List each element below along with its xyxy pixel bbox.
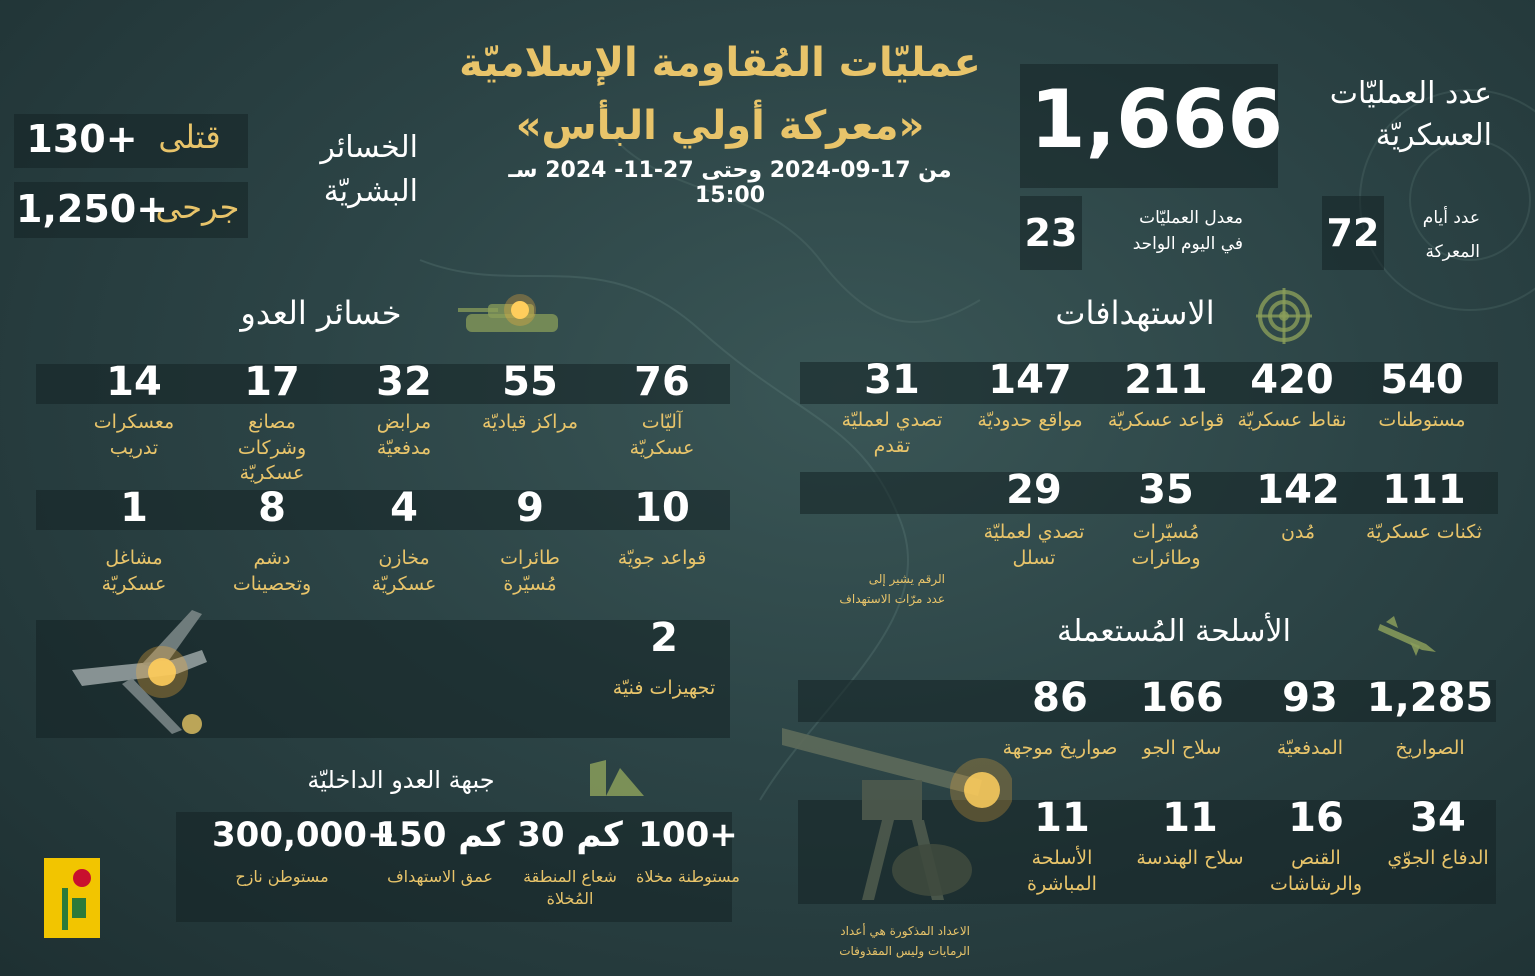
enemy-stat-label: مصانع وشركات عسكريّة [237, 411, 307, 485]
missile-icon [1376, 614, 1440, 658]
home-stat-value: 300,000+ [212, 815, 396, 855]
target-stat-value: 31 [864, 357, 920, 403]
home-stat-value: 100+ [638, 815, 738, 855]
launcher-icon [782, 720, 1012, 910]
wounded-label: جرحى [155, 188, 240, 226]
weapon-stat-value: 166 [1140, 675, 1224, 721]
target-stat-label: تصدي لعمليّة تسلل [983, 521, 1085, 569]
home-front-header: جبهة العدو الداخليّة [307, 766, 495, 794]
drone-icon [52, 600, 232, 740]
target-stat-label: مواقع حدوديّة [977, 409, 1083, 431]
enemy-stat-value: 10 [634, 485, 690, 531]
enemy-stat-value: 8 [258, 485, 286, 531]
date-range: من 17-09-2024 وحتى 27-11- 2024 سـ 15:00 [508, 158, 952, 208]
enemy-stat-label: معسكرات تدريب [93, 411, 175, 459]
page-subtitle: «معركة أولي البأس» [515, 103, 925, 149]
targets-header: الاستهدافات [1055, 294, 1215, 332]
enemy-stat-label: دشم وتحصينات [232, 547, 312, 595]
killed-value: 130+ [26, 117, 138, 161]
target-stat-value: 35 [1138, 467, 1194, 513]
home-stat-label: عمق الاستهداف [387, 867, 493, 886]
target-stat-label: مستوطنات [1378, 409, 1466, 431]
enemy-stat-label: مراكز قياديّة [481, 411, 579, 433]
wounded-value: 1,250+ [16, 187, 169, 231]
weapon-stat-value: 93 [1282, 675, 1338, 721]
target-stat-value: 147 [988, 357, 1072, 403]
weapon-stat-label: الدفاع الجوّي [1387, 847, 1489, 869]
targets-note-1: الرقم يشير إلى [868, 572, 945, 586]
days-label-2: المعركة [1425, 242, 1480, 262]
enemy-stat-value: 32 [376, 359, 432, 405]
target-stat-value: 111 [1382, 467, 1466, 513]
total-ops-value: 1,666 [1030, 73, 1284, 166]
weapon-stat-value: 11 [1162, 795, 1218, 841]
total-ops-label-1: عدد العمليّات [1329, 76, 1492, 111]
days-value: 72 [1326, 211, 1380, 255]
weapon-stat-value: 11 [1034, 795, 1090, 841]
enemy-stat-value: 17 [244, 359, 300, 405]
targets-note-2: عدد مرّات الاستهداف [839, 592, 945, 606]
weapon-stat-value: 34 [1410, 795, 1466, 841]
enemy-stat-value: 2 [650, 615, 678, 661]
enemy-stat-value: 1 [120, 485, 148, 531]
target-stat-value: 211 [1124, 357, 1208, 403]
home-stat-value: 30 كم [517, 815, 623, 855]
target-stat-label: مُسيّرات وطائرات [1131, 521, 1201, 569]
enemy-stat-label: مخازن عسكريّة [371, 547, 437, 595]
page-title: عمليّات المُقاومة الإسلاميّة [459, 40, 981, 86]
enemy-stat-value: 55 [502, 359, 558, 405]
logo-icon [44, 858, 100, 938]
weapon-stat-label: الأسلحة المباشرة [1027, 847, 1097, 895]
human-losses-label-1: الخسائر [320, 130, 418, 165]
weapon-stat-label: سلاح الجو [1142, 737, 1222, 759]
target-icon [1256, 288, 1312, 344]
enemy-stat-value: 4 [390, 485, 418, 531]
enemy-stat-label: مشاغل عسكريّة [101, 547, 167, 595]
building-icon [580, 758, 646, 798]
weapons-note-2: الرمايات وليس المقذوفات [839, 944, 970, 958]
total-ops-label-2: العسكريّة [1375, 118, 1492, 153]
killed-label: قتلى [158, 118, 221, 156]
target-stat-value: 29 [1006, 467, 1062, 513]
weapon-stat-value: 16 [1288, 795, 1344, 841]
weapons-header: الأسلحة المُستعملة [1057, 614, 1291, 649]
target-stat-label: قواعد عسكريّة [1107, 409, 1225, 431]
home-stat-label: مستوطنة مخلاة [636, 867, 740, 886]
target-stat-value: 540 [1380, 357, 1464, 403]
daily-avg-label-2: في اليوم الواحد [1132, 234, 1243, 254]
weapon-stat-label: صواريخ موجهة [1002, 737, 1118, 759]
weapon-stat-label: الصواريخ [1395, 737, 1465, 759]
daily-avg-value: 23 [1024, 211, 1078, 255]
enemy-stat-label: آليّات عسكريّة [629, 411, 695, 459]
weapon-stat-value: 86 [1032, 675, 1088, 721]
home-stat-value: 150 كم [375, 815, 505, 855]
weapon-stat-label: القنص والرشاشات [1269, 847, 1363, 895]
enemy-stat-value: 9 [516, 485, 544, 531]
home-stat-label: شعاع المنطقة المُخلاة [523, 867, 617, 908]
target-stat-label: ثكنات عسكريّة [1366, 521, 1482, 543]
target-stat-label: تصدي لعمليّة تقدم [841, 409, 943, 457]
home-stat-label: مستوطن نازح [235, 867, 329, 886]
target-stat-value: 420 [1250, 357, 1334, 403]
enemy-stat-label: تجهيزات فنيّة [612, 677, 716, 699]
target-stat-value: 142 [1256, 467, 1340, 513]
weapon-stat-label: سلاح الهندسة [1136, 847, 1244, 869]
target-stat-label: نقاط عسكريّة [1237, 409, 1347, 431]
enemy-stat-value: 76 [634, 359, 690, 405]
enemy-losses-header: خسائر العدو [240, 294, 402, 332]
human-losses-label-2: البشريّة [323, 174, 418, 209]
enemy-stat-label: طائرات مُسيّرة [500, 547, 560, 595]
weapon-stat-value: 1,285 [1366, 675, 1494, 721]
enemy-stat-value: 14 [106, 359, 162, 405]
weapon-stat-label: المدفعيّة [1276, 737, 1344, 759]
weapons-note-1: الاعداد المذكورة هي أعداد [840, 924, 970, 938]
daily-avg-label-1: معدل العمليّات [1139, 208, 1243, 228]
enemy-stat-label: قواعد جويّة [617, 547, 707, 569]
tank-icon [458, 290, 568, 342]
days-label-1: عدد أيام [1422, 208, 1480, 228]
target-stat-label: مُدن [1280, 521, 1316, 543]
enemy-stat-label: مرابض مدفعيّة [376, 411, 432, 459]
